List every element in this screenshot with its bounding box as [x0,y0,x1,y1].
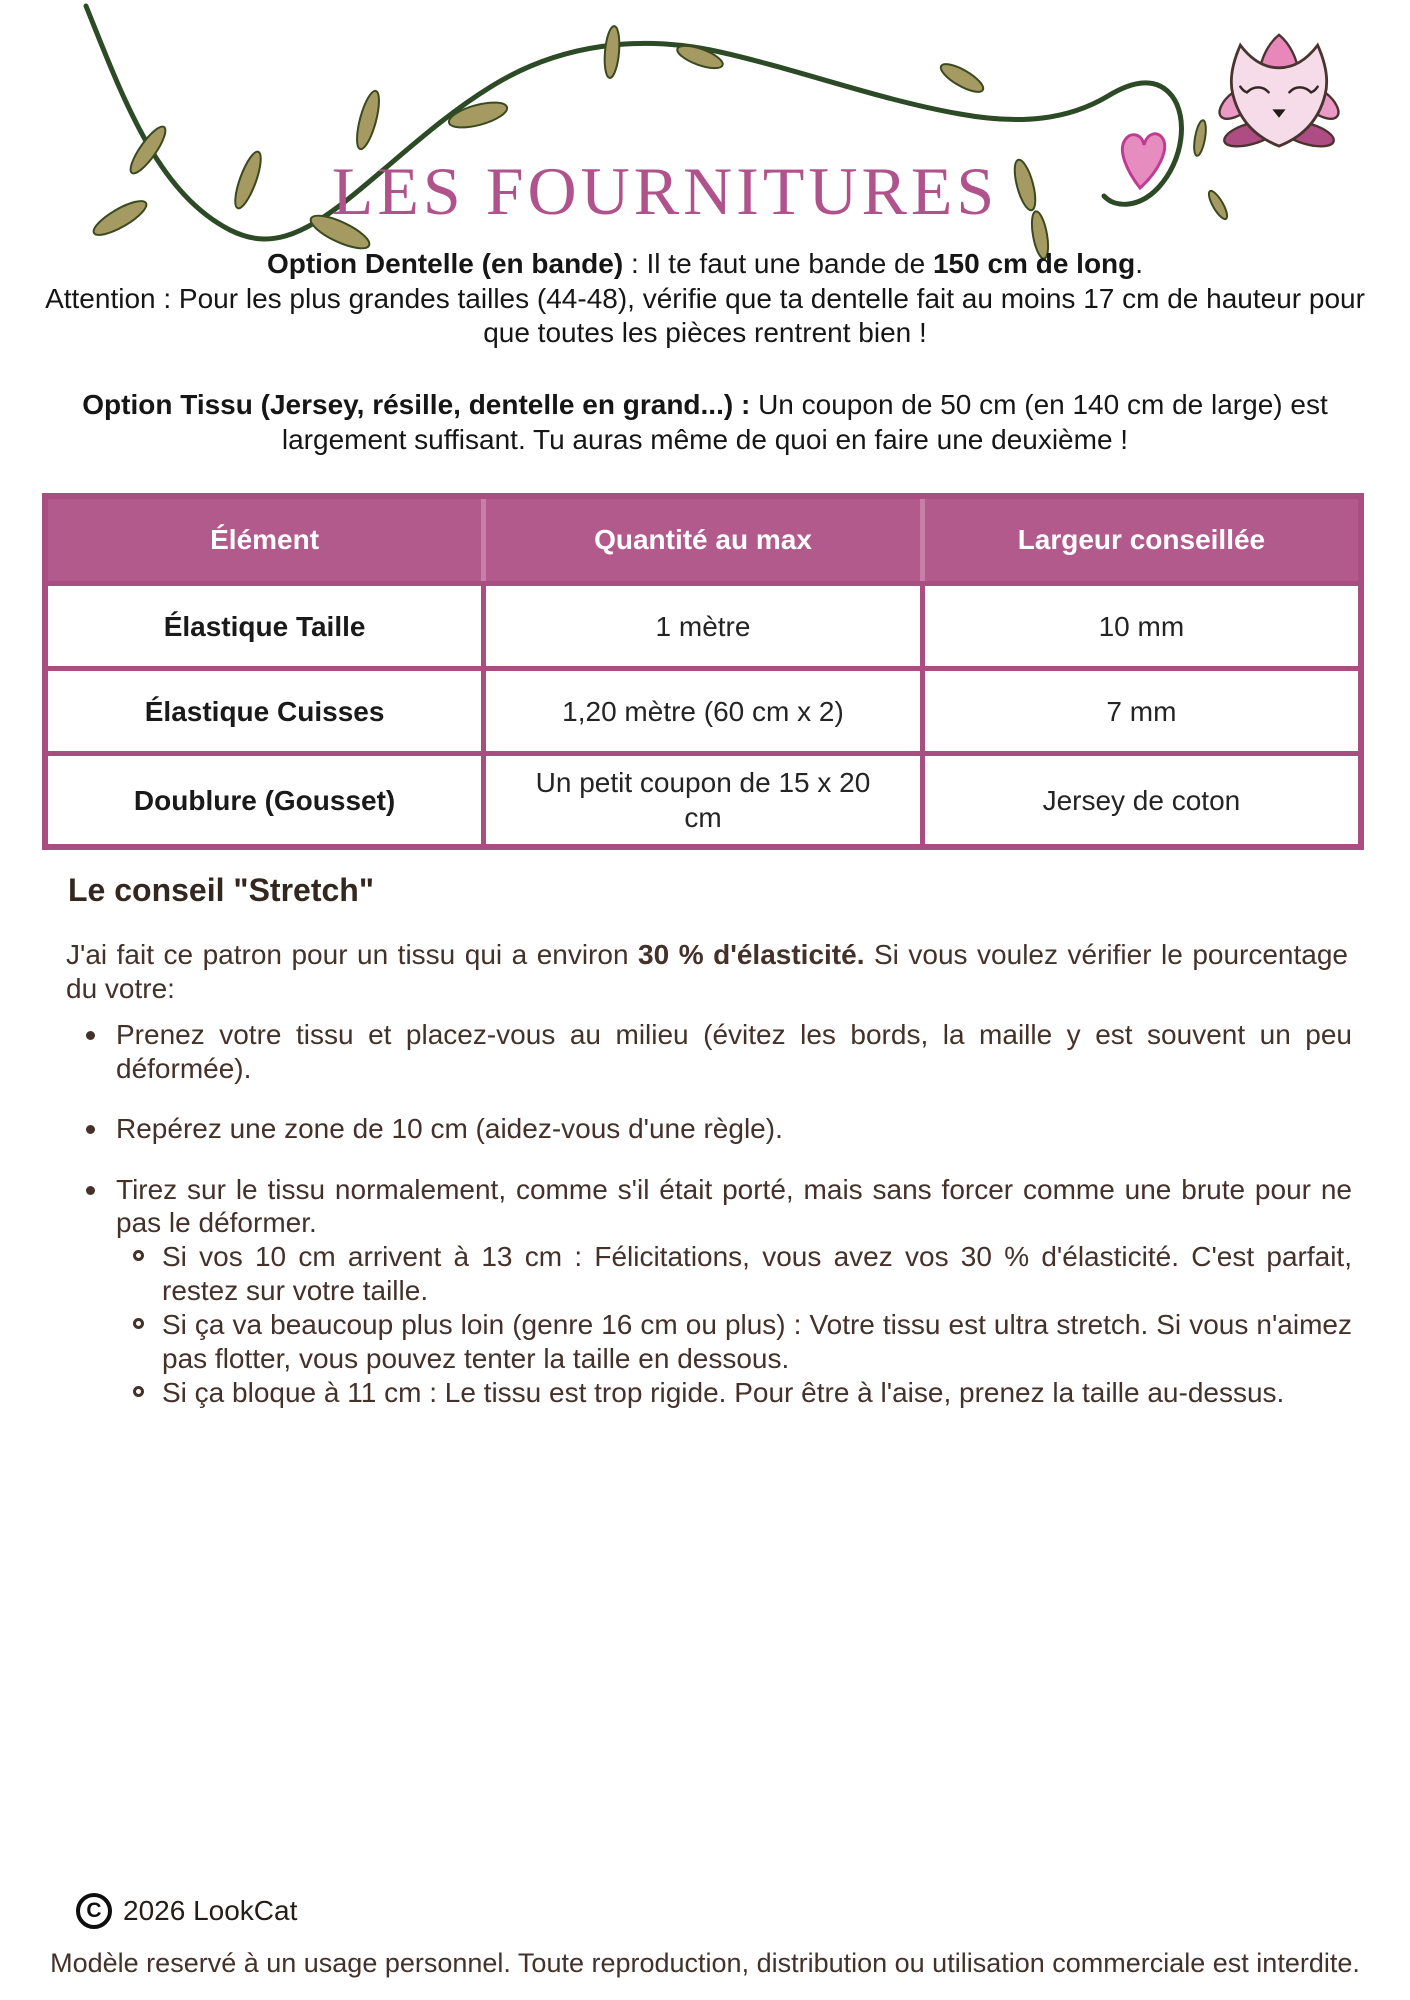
cell-quantity: 1 mètre [484,584,923,669]
copyright [76,1893,297,1929]
header-element: Élément [45,496,484,584]
cell-quantity: 1,20 mètre (60 cm x 2) [484,669,923,754]
header-quantite: Quantité au max [484,496,923,584]
dentelle-length: 150 cm de long [932,248,1136,279]
text-segment: Un coupon de 50 cm (en 140 cm de large) est largement suffisant. Tu auras même de quoi en faire une deuxième ! [281,389,1328,455]
text-segment: . [1135,248,1144,279]
copyright-icon: C [76,1893,112,1929]
copyright-text: 2026 LookCat [123,1895,298,1926]
elasticity-value: 30 % d'élasticité. [638,939,865,970]
option-dentelle-paragraph [40,247,1370,351]
cell-width: Jersey de coton [922,754,1361,848]
stretch-sub-list [130,1240,1352,1411]
cell-item: Élastique Taille [45,584,484,669]
dentelle-line [40,247,1370,282]
table-row [45,669,1361,754]
list-item: Si ça va beaucoup plus loin (genre 16 cm ou plus) : Votre tissu est ultra stretch. Si vous n'aimez pas flotter, vous pouvez tenter la taille en dessous. [130,1308,1352,1375]
text-segment: Si vous voulez vérifier le pourcentage du votre: [66,939,1348,1005]
cell-item: Doublure (Gousset) [45,754,484,848]
table-header-row [45,496,1361,584]
list-item: Si vos 10 cm arrivent à 13 cm : Félicitations, vous avez vos 30 % d'élasticité. C'est parfait, restez sur votre taille. [130,1240,1352,1307]
list-item: Tirez sur le tissu normalement, comme s'il était porté, mais sans forcer comme une brute pour ne pas le déformer. [82,1173,1352,1240]
text-segment: J'ai fait ce patron pour un tissu qui a environ [66,939,639,970]
attention-note: Attention : Pour les plus grandes tailles (44-48), vérifie que ta dentelle fait au moins 17 cm de hauteur pour que toutes les pièces rentrent bien ! [45,282,1365,349]
list-item: Repérez une zone de 10 cm (aidez-vous d'une règle). [82,1112,1352,1146]
dentelle-label: Option Dentelle (en bande) [266,248,624,279]
cell-quantity: Un petit coupon de 15 x 20 cm [484,754,923,848]
stretch-intro-paragraph [66,938,1348,1006]
cell-item: Élastique Cuisses [45,669,484,754]
lookcat-logo-icon [1210,32,1348,164]
table-row [45,584,1361,669]
tissu-label: Option Tissu (Jersey, résille, dentelle en grand...) : [82,389,751,420]
stretch-heading: Le conseil "Stretch" [68,872,374,908]
cell-width: 10 mm [922,584,1361,669]
list-item: Prenez votre tissu et placez-vous au milieu (évitez les bords, la maille y est souvent un peu déformée). [82,1018,1352,1085]
legal-notice: Modèle reservé à un usage personnel. Toute reproduction, distribution ou utilisation commerciale est interdite. [50,1948,1360,1978]
page-title: LES FOURNITURES [331,153,999,229]
header-largeur: Largeur conseillée [922,496,1361,584]
list-item: Si ça bloque à 11 cm : Le tissu est trop rigide. Pour être à l'aise, prenez la taille au-dessus. [130,1376,1352,1410]
supplies-table [42,493,1364,850]
option-tissu-paragraph [30,388,1380,457]
text-segment: : Il te faut une bande de [623,248,933,279]
table-row [45,754,1361,848]
stretch-bullet-list [82,1018,1352,1267]
cell-width: 7 mm [922,669,1361,754]
